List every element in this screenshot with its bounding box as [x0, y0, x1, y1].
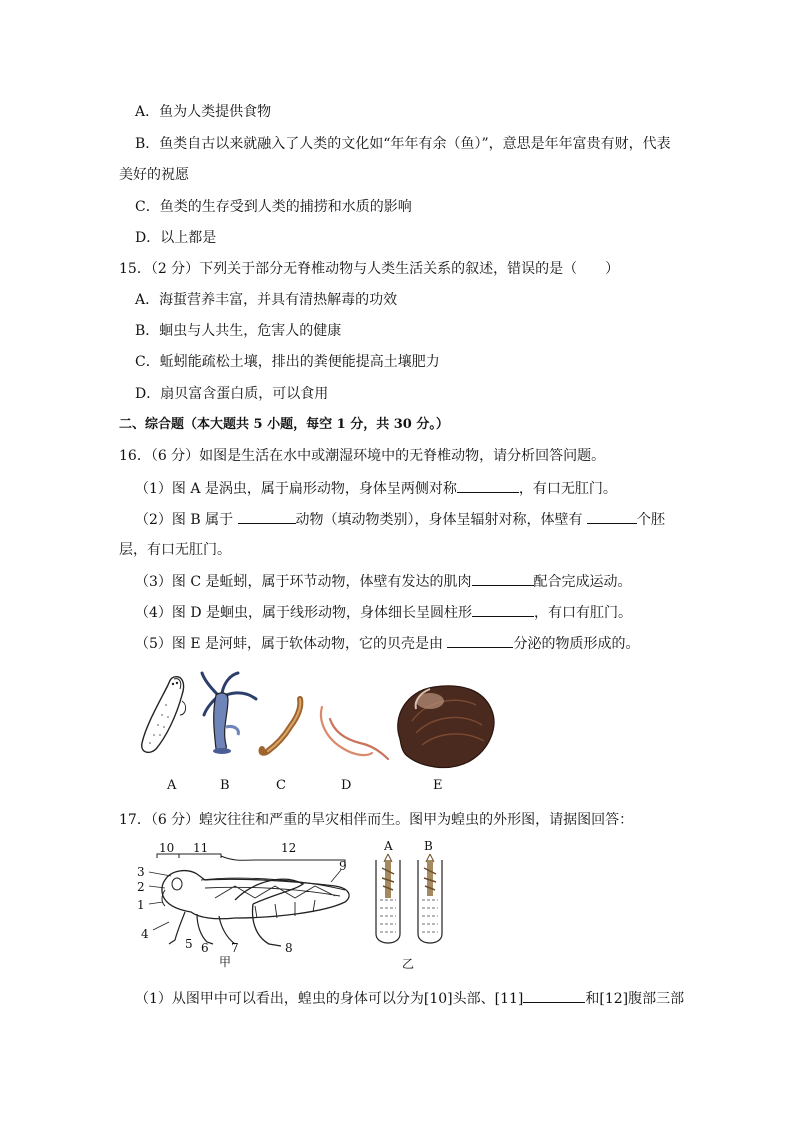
q16-figure-label-e: E — [433, 778, 443, 793]
roundworm-illustration — [321, 707, 388, 759]
q16-part2 — [135, 509, 665, 530]
test-tube-figure — [368, 838, 458, 973]
mussel-illustration — [398, 686, 494, 768]
q16-figure-label-a: A — [167, 778, 177, 793]
q16-figure — [130, 665, 510, 785]
q16-p1-post: ，有口无肛门。 — [518, 481, 617, 497]
q16-p2-blank1[interactable] — [238, 509, 296, 524]
grasshopper-num-12: 12 — [281, 841, 297, 855]
grasshopper-num-1: 1 — [137, 898, 145, 912]
grasshopper-num-6: 6 — [201, 941, 209, 955]
q16-p1-blank[interactable] — [457, 478, 519, 493]
earthworm-illustration — [261, 699, 300, 753]
q15-option-d: D．扇贝富含蛋白质，可以食用 — [135, 386, 329, 402]
q17-p1-post: 和[12]腹部三部 — [585, 991, 685, 1007]
grasshopper-num-10: 10 — [159, 841, 175, 855]
grasshopper-num-4: 4 — [141, 927, 149, 941]
q14-option-c: C．鱼类的生存受到人类的捕捞和水质的影响 — [135, 199, 412, 215]
q16-p5-blank[interactable] — [447, 633, 513, 648]
q16-part3 — [135, 571, 632, 592]
q14-option-b-line1: B．鱼类自古以来就融入了人类的文化如“年年有余（鱼）”，意思是年年富贵有财，代表 — [135, 136, 671, 152]
grasshopper-num-8: 8 — [285, 941, 293, 955]
test-tube-label-b: B — [424, 839, 433, 853]
hydra-illustration — [202, 673, 256, 754]
q15-option-a: A．海蜇营养丰富，并具有清热解毒的功效 — [135, 292, 398, 308]
grasshopper-num-7: 7 — [231, 941, 239, 955]
q16-part1 — [135, 478, 617, 499]
q16-p3-blank[interactable] — [472, 571, 534, 586]
q16-part4 — [135, 602, 632, 623]
q16-p3-pre: （3）图 C 是蚯蚓，属于环节动物，体壁有发达的肌肉 — [135, 574, 472, 590]
grasshopper-figure — [135, 840, 365, 970]
q16-p4-blank[interactable] — [472, 602, 534, 617]
grasshopper-caption: 甲 — [219, 955, 232, 969]
test-tube-label-a: A — [384, 839, 393, 853]
q14-option-d: D．以上都是 — [135, 230, 217, 246]
grasshopper-num-11: 11 — [193, 841, 209, 855]
q17-part1 — [135, 988, 684, 1009]
grasshopper-num-3: 3 — [137, 865, 145, 879]
q16-p2-post: 个胚 — [637, 512, 665, 528]
q15-option-b: B．蛔虫与人共生，危害人的健康 — [135, 323, 342, 339]
test-tube-a — [376, 854, 400, 943]
grasshopper-num-9: 9 — [339, 859, 347, 873]
grasshopper-num-2: 2 — [137, 880, 145, 894]
q17-p1-blank[interactable] — [523, 988, 585, 1003]
q16-p1-pre: （1）图 A 是涡虫，属于扁形动物，身体呈两侧对称 — [135, 481, 457, 497]
q16-figure-label-d: D — [341, 778, 352, 793]
q15-stem: 15．（2 分）下列关于部分无脊椎动物与人类生活关系的叙述，错误的是（ ） — [119, 261, 620, 277]
q16-p2-line2: 层，有口无肛门。 — [119, 542, 231, 558]
q16-p4-post: ，有口有肛门。 — [534, 605, 633, 621]
q14-option-b-line2: 美好的祝愿 — [119, 167, 189, 183]
q17-p1-pre: （1）从图甲中可以看出，蝗虫的身体可以分为[10]头部、[11] — [135, 991, 524, 1007]
q17-stem: 17．（6 分）蝗灾往往和严重的旱灾相伴而生。图甲为蝗虫的外形图，请据图回答： — [119, 812, 634, 828]
test-tube-caption: 乙 — [402, 957, 415, 971]
q16-stem: 16．（6 分）如图是生活在水中或潮湿环境中的无脊椎动物，请分析回答问题。 — [119, 448, 606, 464]
q16-p3-post: 配合完成运动。 — [533, 574, 632, 590]
q16-p5-pre: （5）图 E 是河蚌，属于软体动物，它的贝壳是由 — [135, 636, 448, 652]
q16-p4-pre: （4）图 D 是蛔虫，属于线形动物，身体细长呈圆柱形 — [135, 605, 473, 621]
q14-option-a: A．鱼为人类提供食物 — [135, 104, 272, 120]
section2-title: 二、综合题（本大题共 5 小题，每空 1 分，共 30 分。） — [119, 417, 449, 432]
q16-figure-label-c: C — [276, 778, 286, 793]
q16-part5 — [135, 633, 639, 654]
q16-p2-mid: 动物（填动物类别），身体呈辐射对称，体壁有 — [295, 512, 587, 528]
planarian-illustration — [142, 677, 186, 753]
q16-p2-pre: （2）图 B 属于 — [135, 512, 238, 528]
test-tube-b — [418, 854, 442, 943]
q15-option-c: C．蚯蚓能疏松土壤，排出的粪便能提高土壤肥力 — [135, 354, 440, 370]
q16-p5-post: 分泌的物质形成的。 — [513, 636, 640, 652]
q16-figure-label-b: B — [220, 778, 230, 793]
grasshopper-num-5: 5 — [185, 937, 193, 951]
q16-p2-blank2[interactable] — [587, 509, 637, 524]
